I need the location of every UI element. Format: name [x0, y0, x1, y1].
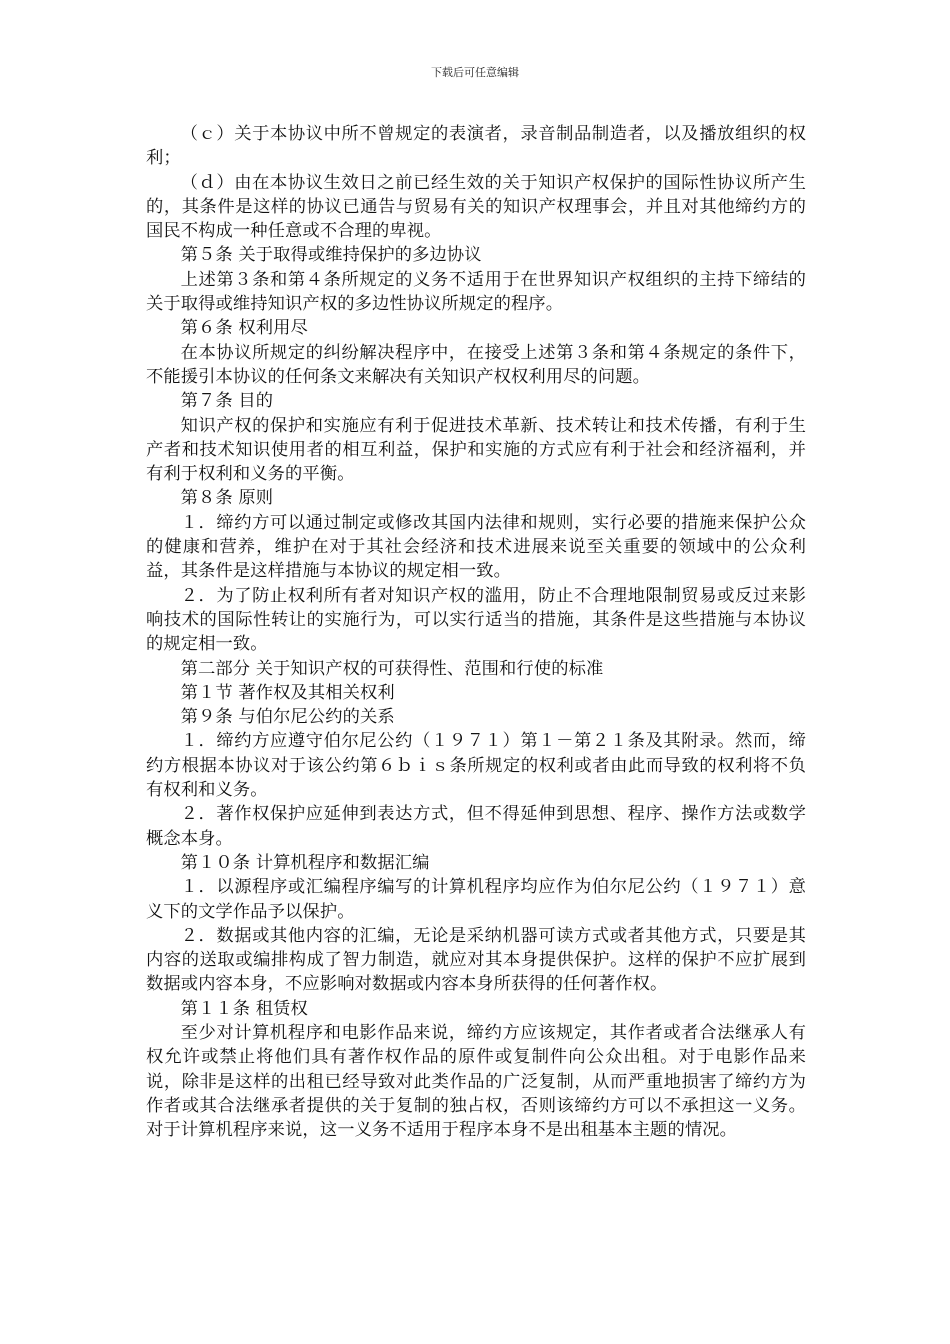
paragraph: ２．为了防止权利所有者对知识产权的滥用，防止不合理地限制贸易或反过来影响技术的国际性转让的实施行为，可以实行适当的措施，其条件是这些措施与本协议的规定相一致。: [146, 585, 806, 655]
document-body: [146, 122, 806, 1142]
paragraph: （ｃ）关于本协议中所不曾规定的表演者，录音制品制造者，以及播放组织的权利；: [146, 124, 806, 169]
article-heading: 第８条 原则: [180, 488, 274, 509]
article-heading: 第６条 权利用尽: [180, 318, 308, 339]
paragraph: 至少对计算机程序和电影作品来说，缔约方应该规定，其作者或者合法继承人有权允许或禁止将他们具有著作权作品的原件或复制件向公众出租。对于电影作品来说，除非是这样的出租已经导致对此类作品的广泛复制，从而严重地损害了缔约方为作者或其合法继承者提供的关于复制的独占权，否则该缔约方可以不承担这一义务。对于计算机程序来说，这一义务不适用于程序本身不是出租基本主题的情况。: [146, 1022, 806, 1141]
paragraph: ２．数据或其他内容的汇编，无论是采纳机器可读方式或者其他方式，只要是其内容的送取或编排构成了智力制造，就应对其本身提供保护。这样的保护不应扩展到数据或内容本身，不应影响对数据或内容本身所获得的任何著作权。: [146, 925, 806, 995]
article-heading: 第１０条 计算机程序和数据汇编: [180, 852, 430, 873]
paragraph: １．以源程序或汇编程序编写的计算机程序均应作为伯尔尼公约（１９７１）意义下的文学作品予以保护。: [146, 877, 806, 922]
page-header: 下载后可任意编辑: [431, 66, 519, 79]
article-heading: 第７条 目的: [180, 391, 274, 412]
paragraph: ２．著作权保护应延伸到表达方式，但不得延伸到思想、程序、操作方法或数学概念本身。: [146, 804, 806, 849]
paragraph: １．缔约方应遵守伯尔尼公约（１９７１）第１－第２１条及其附录。然而，缔约方根据本协议对于该公约第６ｂｉｓ条所规定的权利或者由此而导致的权利将不负有权利和义务。: [146, 731, 806, 801]
article-heading: 第５条 关于取得或维持保护的多边协议: [180, 245, 482, 266]
part-heading: 第二部分 关于知识产权的可获得性、范围和行使的标准: [180, 658, 604, 679]
article-heading: 第１１条 租赁权: [180, 998, 308, 1019]
paragraph: 在本协议所规定的纠纷解决程序中，在接受上述第３条和第４条规定的条件下，不能援引本协议的任何条文来解决有关知识产权权利用尽的问题。: [146, 342, 806, 387]
paragraph: （ｄ）由在本协议生效日之前已经生效的关于知识产权保护的国际性协议所产生的，其条件是这样的协议已通告与贸易有关的知识产权理事会，并且对其他缔约方的国民不构成一种任意或不合理的卑视。: [146, 172, 806, 242]
paragraph: １．缔约方可以通过制定或修改其国内法律和规则，实行必要的措施来保护公众的健康和营养，维护在对于其社会经济和技术进展来说至关重要的领域中的公众利益，其条件是这样措施与本协议的规定相一致。: [146, 512, 806, 582]
paragraph: 上述第３条和第４条所规定的义务不适用于在世界知识产权组织的主持下缔结的关于取得或维持知识产权的多边性协议所规定的程序。: [146, 269, 806, 315]
article-heading: 第９条 与伯尔尼公约的关系: [180, 707, 395, 728]
section-heading: 第１节 著作权及其相关权利: [180, 682, 395, 703]
paragraph: 知识产权的保护和实施应有利于促进技术革新、技术转让和技术传播，有利于生产者和技术知识使用者的相互利益，保护和实施的方式应有利于社会和经济福利，并有利于权利和义务的平衡。: [146, 415, 806, 485]
